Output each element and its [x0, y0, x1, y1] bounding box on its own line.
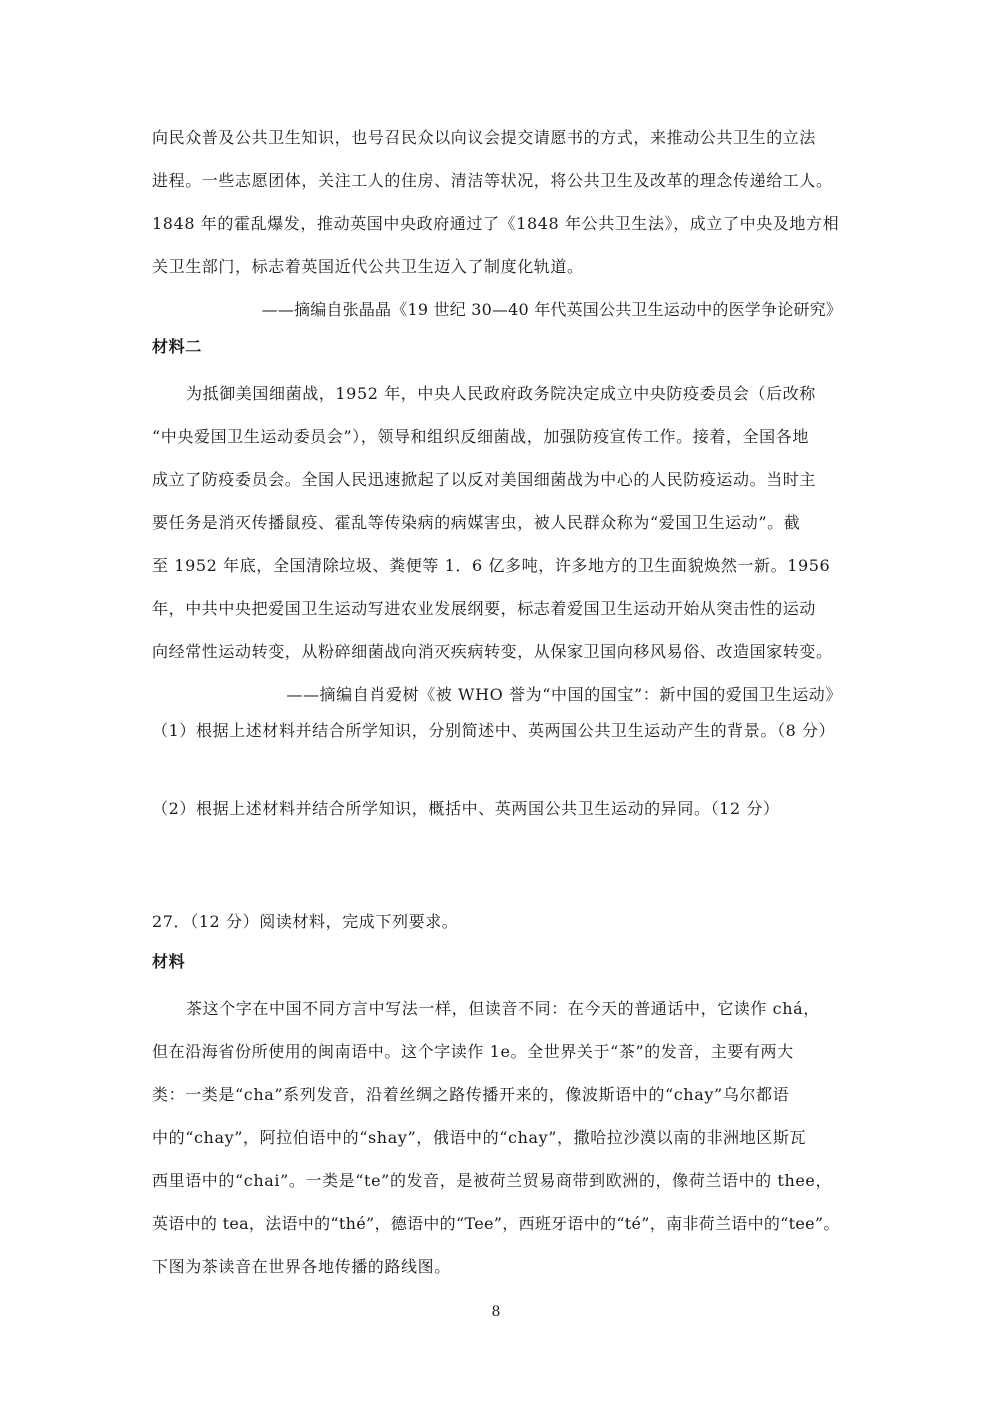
- material2-line: 年，中共中央把爱国卫生运动写进农业发展纲要，标志着爱国卫生运动开始从突击性的运动: [152, 599, 817, 618]
- material1-line: 1848 年的霍乱爆发，推动英国中央政府通过了《1848 年公共卫生法》，成立了中央及地方相: [152, 214, 840, 233]
- material1-source: ——摘编自张晶晶《19 世纪 30—40 年代英国公共卫生运动中的医学争论研究》: [261, 300, 842, 319]
- material3-heading: 材料: [152, 952, 186, 971]
- material3-line: 下图为茶读音在世界各地传播的路线图。: [152, 1257, 451, 1276]
- material3-line: 类：一类是“cha”系列发音，沿着丝绸之路传播开来的，像波斯语中的“chay”乌尔都语: [152, 1085, 790, 1104]
- material2-source: ——摘编自肖爱树《被 WHO 誉为“中国的国宝”：新中国的爱国卫生运动》: [286, 685, 842, 704]
- material3-line: 西里语中的“chai”。一类是“te”的发音，是被荷兰贸易商带到欧洲的，像荷兰语中的 thee，: [152, 1171, 833, 1190]
- material1-line: 向民众普及公共卫生知识，也号召民众以向议会提交请愿书的方式，来推动公共卫生的立法: [152, 128, 817, 147]
- material2-line: 为抵御美国细菌战，1952 年，中央人民政府政务院决定成立中央防疫委员会（后改称: [186, 384, 816, 403]
- material2-line: 要任务是消灭传播鼠疫、霍乱等传染病的病媒害虫，被人民群众称为“爱国卫生运动”。截: [152, 513, 801, 532]
- material2-line: 向经常性运动转变，从粉碎细菌战向消灭疾病转变，从保家卫国向移风易俗、改造国家转变。: [152, 642, 833, 661]
- page-number: 8: [491, 1304, 501, 1320]
- material2-heading: 材料二: [152, 337, 202, 356]
- material2-line: 成立了防疫委员会。全国人民迅速掀起了以反对美国细菌战为中心的人民防疫运动。当时主: [152, 470, 817, 489]
- question-2: （2）根据上述材料并结合所学知识，概括中、英两国公共卫生运动的异同。（12 分）: [152, 799, 780, 818]
- material3-line: 英语中的 tea，法语中的“thé”，德语中的“Tee”，西班牙语中的“té”，南非荷兰语中的“tee”。: [152, 1214, 840, 1233]
- material1-line: 进程。一些志愿团体，关注工人的住房、清洁等状况，将公共卫生及改革的理念传递给工人。: [152, 171, 833, 190]
- material2-line: 至 1952 年底，全国清除垃圾、粪便等 1．6 亿多吨，许多地方的卫生面貌焕然一新。1956: [152, 556, 831, 575]
- material3-line: 但在沿海省份所使用的闽南语中。这个字读作 1e。全世界关于“茶”的发音，主要有两大: [152, 1042, 794, 1061]
- material3-line: 茶这个字在中国不同方言中写法一样，但读音不同：在今天的普通话中，它读作 chá，: [186, 999, 820, 1018]
- question-1: （1）根据上述材料并结合所学知识，分别简述中、英两国公共卫生运动产生的背景。（8 分）: [152, 721, 836, 740]
- material2-line: “中央爱国卫生运动委员会”），领导和组织反细菌战，加强防疫宣传工作。接着，全国各地: [152, 427, 809, 446]
- material1-line: 关卫生部门，标志着英国近代公共卫生迈入了制度化轨道。: [152, 257, 584, 276]
- question-27: 27．（12 分）阅读材料，完成下列要求。: [152, 912, 459, 931]
- material3-line: 中的“chay”，阿拉伯语中的“shay”，俄语中的“chay”，撒哈拉沙漠以南的非洲地区斯瓦: [152, 1128, 807, 1147]
